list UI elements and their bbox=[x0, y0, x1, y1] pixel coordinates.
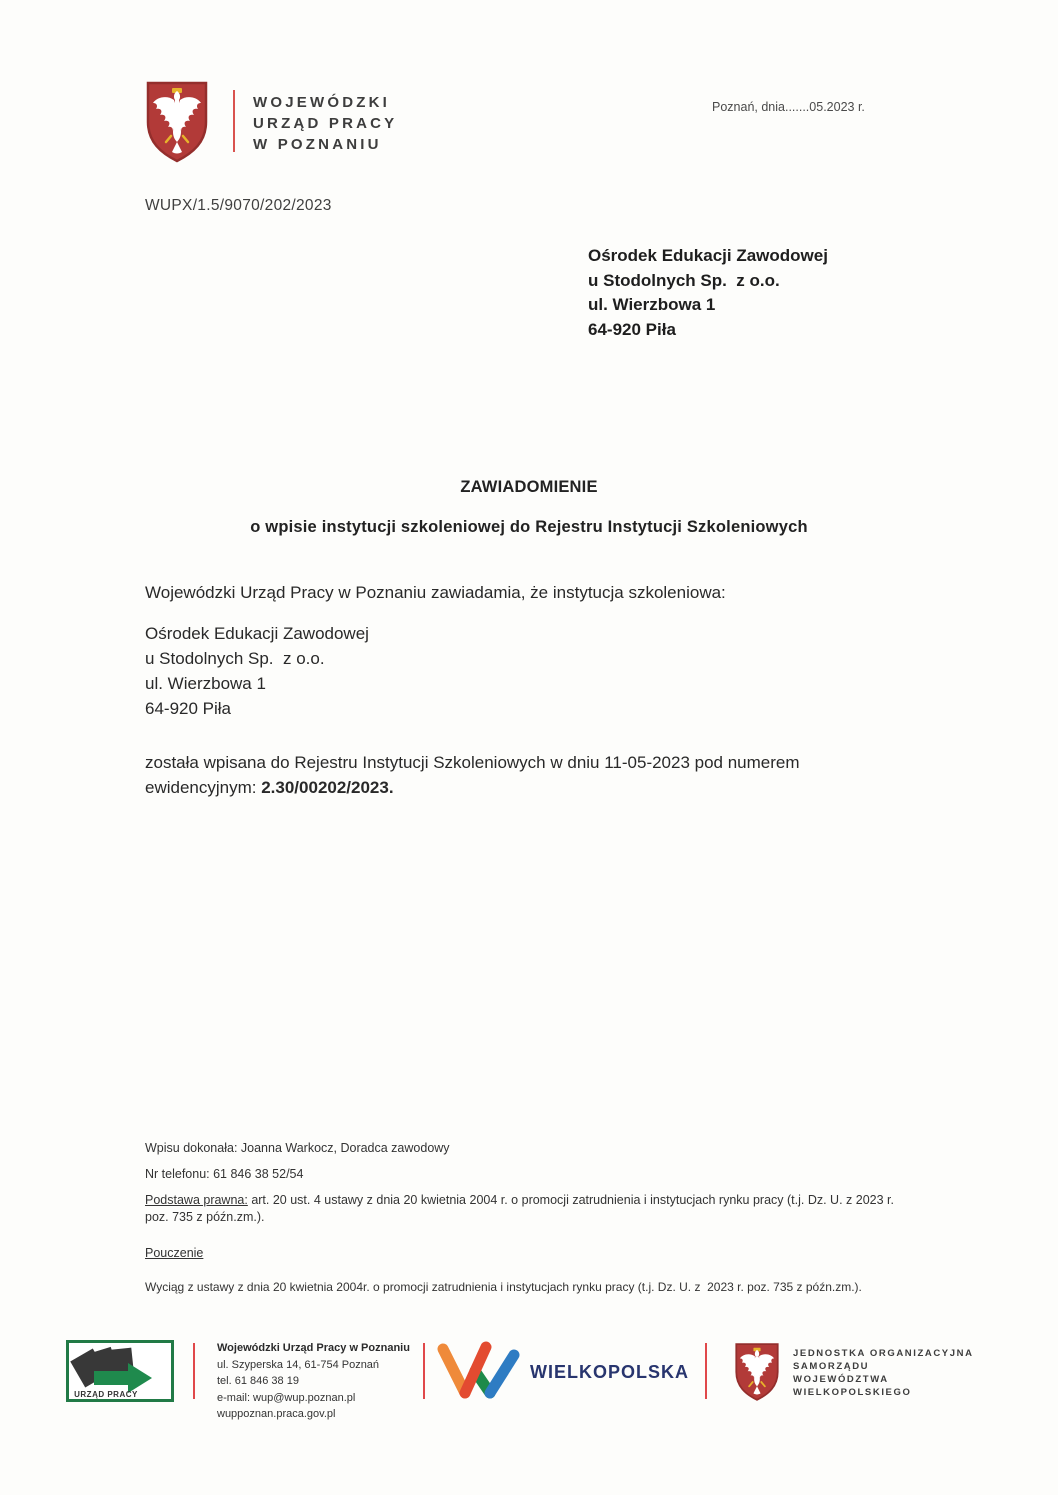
header-divider bbox=[233, 90, 235, 152]
excerpt-note: Wyciąg z ustawy z dnia 20 kwietnia 2004r. o promocji zatrudnienia i instytucjach rynku pracy (t.j. Dz. U. z 2023 r. poz. 735 z późn.zm.). bbox=[145, 1280, 862, 1294]
legal-basis-text: art. 20 ust. 4 ustawy z dnia 20 kwietnia 2004 r. o promocji zatrudnienia i instytucjach rynku pracy (t.j. Dz. U. z 2023 r. poz. 735 z późn.zm.). bbox=[145, 1193, 898, 1224]
addressee-block bbox=[588, 244, 828, 342]
coat-of-arms-icon bbox=[145, 80, 209, 169]
footer-street: ul. Szyperska 14, 61-754 Poznań bbox=[217, 1358, 380, 1371]
addressee-line: ul. Wierzbowa 1 bbox=[588, 295, 716, 314]
footer-office-name: Wojewódzki Urząd Pracy w Poznaniu bbox=[217, 1342, 410, 1354]
footer-org-unit-block bbox=[793, 1347, 974, 1399]
registration-line2 bbox=[145, 775, 975, 800]
entry-by-note: Wpisu dokonała: Joanna Warkocz, Doradca zawodowy bbox=[145, 1141, 450, 1155]
reference-number: WUPX/1.5/9070/202/2023 bbox=[145, 197, 332, 214]
date-line: Poznań, dnia.......05.2023 r. bbox=[712, 100, 865, 114]
org-unit-line: JEDNOSTKA ORGANIZACYJNA bbox=[793, 1348, 974, 1359]
org-unit-line: WOJEWÓDZTWA bbox=[793, 1374, 889, 1385]
wielkopolska-logo-text: WIELKOPOLSKA bbox=[530, 1362, 689, 1382]
institution-block bbox=[145, 621, 369, 721]
org-name-line: URZĄD PRACY bbox=[253, 115, 398, 132]
notice-title-wrap bbox=[0, 478, 1058, 497]
institution-line: Ośrodek Edukacji Zawodowej bbox=[145, 624, 369, 643]
notice-subtitle-wrap bbox=[0, 518, 1058, 537]
instruction-label: Pouczenie bbox=[145, 1246, 204, 1260]
addressee-line: u Stodolnych Sp. z o.o. bbox=[588, 270, 780, 290]
institution-line: ul. Wierzbowa 1 bbox=[145, 674, 266, 693]
legal-basis-note bbox=[145, 1192, 910, 1226]
org-unit-line: WIELKOPOLSKIEGO bbox=[793, 1387, 912, 1398]
footer-phone: tel. 61 846 38 19 bbox=[217, 1375, 299, 1387]
org-name-line: WOJEWÓDZKI bbox=[253, 94, 390, 111]
addressee-line: 64-920 Piła bbox=[588, 319, 676, 339]
footer-divider bbox=[423, 1343, 425, 1399]
footer-divider bbox=[193, 1343, 195, 1399]
notice-title: ZAWIADOMIENIE bbox=[460, 478, 598, 496]
registration-number: 2.30/00202/2023. bbox=[261, 778, 394, 797]
notice-subtitle: o wpisie instytucji szkoleniowej do Rejestru Instytucji Szkoleniowych bbox=[250, 518, 808, 536]
org-name bbox=[253, 92, 397, 155]
registration-line2-prefix: ewidencyjnym: bbox=[145, 778, 262, 797]
institution-line: u Stodolnych Sp. z o.o. bbox=[145, 649, 325, 668]
urzad-pracy-logo-caption: URZĄD PRACY bbox=[74, 1390, 138, 1399]
registration-line1: została wpisana do Rejestru Instytucji Szkoleniowych w dniu 11-05-2023 pod numerem bbox=[145, 753, 800, 772]
footer-address-block bbox=[217, 1340, 410, 1423]
addressee-line: Ośrodek Edukacji Zawodowej bbox=[588, 246, 828, 265]
org-unit-line: SAMORZĄDU bbox=[793, 1361, 870, 1372]
coat-of-arms-small-icon bbox=[733, 1342, 781, 1407]
urzad-pracy-logo-icon bbox=[66, 1340, 174, 1407]
footer-divider bbox=[705, 1343, 707, 1399]
registration-paragraph bbox=[145, 750, 975, 800]
footer-email: e-mail: wup@wup.poznan.pl bbox=[217, 1391, 356, 1404]
legal-basis-label: Podstawa prawna: bbox=[145, 1193, 248, 1207]
org-name-line: W POZNANIU bbox=[253, 136, 382, 153]
footer-website: wuppoznan.praca.gov.pl bbox=[217, 1408, 336, 1420]
phone-note: Nr telefonu: 61 846 38 52/54 bbox=[145, 1167, 304, 1181]
body-intro: Wojewódzki Urząd Pracy w Poznaniu zawiadamia, że instytucja szkoleniowa: bbox=[145, 583, 726, 602]
institution-line: 64-920 Piła bbox=[145, 699, 232, 718]
wielkopolska-logo-icon bbox=[430, 1338, 526, 1409]
